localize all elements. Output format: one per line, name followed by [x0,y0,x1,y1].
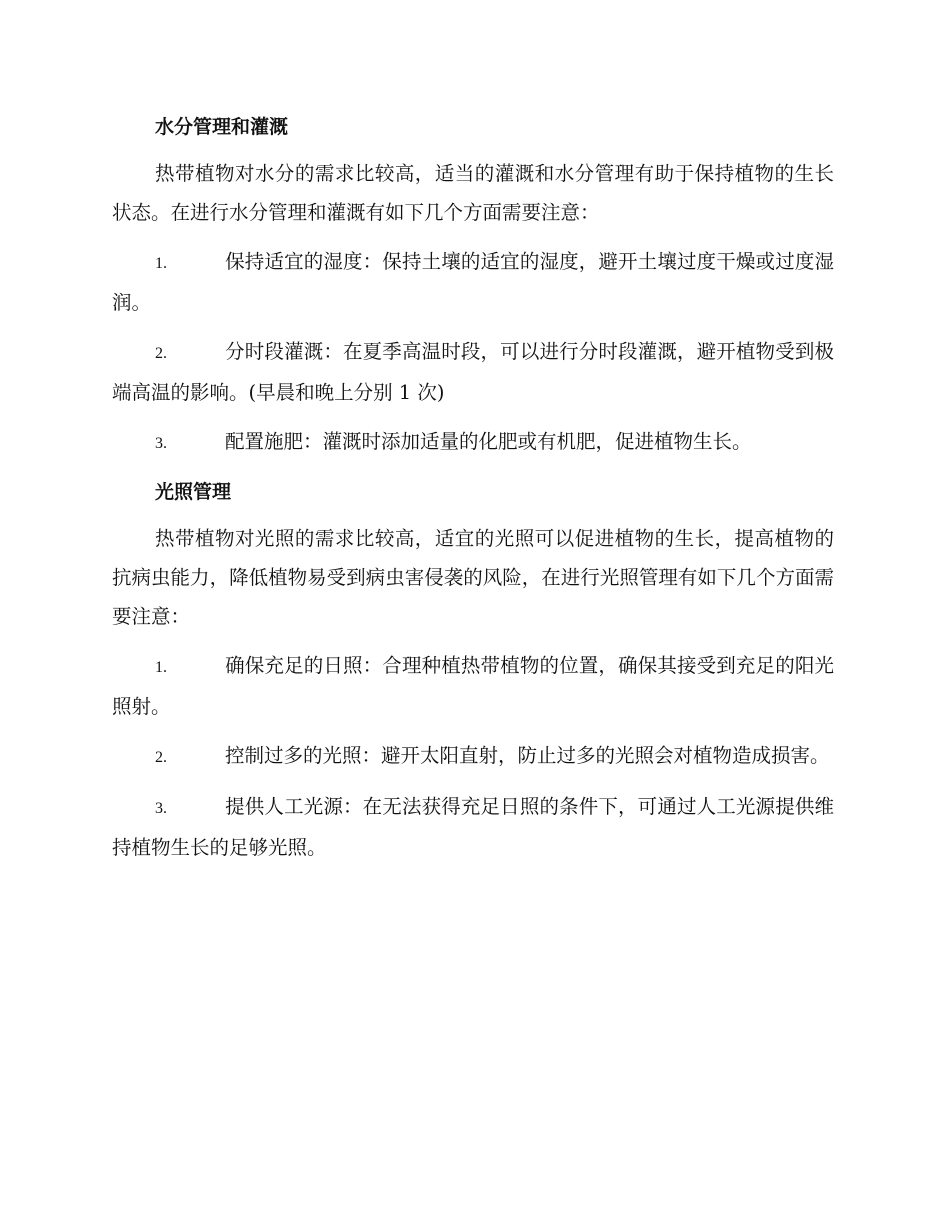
section-light [112,473,834,867]
list-number: 3. [155,435,167,452]
section-heading: 水分管理和灌溉 [155,116,289,138]
list-text: 分时段灌溉：在夏季高温时段，可以进行分时段灌溉，避开植物受到极端高温的影响。(早晨和晚上分别 1 次) [112,340,834,404]
list-number: 1. [155,659,167,676]
list-number: 1. [155,255,167,272]
list-item [112,332,834,412]
list-text: 保持适宜的湿度：保持土壤的适宜的湿度，避开土壤过度干燥或过度湿润。 [112,250,834,314]
list-item [112,422,834,463]
list-text: 确保充足的日照：合理种植热带植物的位置，确保其接受到充足的阳光照射。 [112,654,834,718]
section-heading: 光照管理 [155,481,232,503]
section-water [112,108,834,463]
list-item [112,736,834,777]
list-item [112,787,834,867]
list-text: 提供人工光源：在无法获得充足日照的条件下，可通过人工光源提供维持植物生长的足够光照。 [112,795,834,859]
list-number: 2. [155,345,167,362]
list-text: 配置施肥：灌溉时添加适量的化肥或有机肥，促进植物生长。 [225,430,752,453]
list-number: 3. [155,800,167,817]
list-item [112,242,834,322]
document-page [112,108,834,877]
list-text: 控制过多的光照：避开太阳直射，防止过多的光照会对植物造成损害。 [225,744,830,767]
list-item [112,646,834,726]
section-intro: 热带植物对水分的需求比较高，适当的灌溉和水分管理有助于保持植物的生长状态。在进行水分管理和灌溉有如下几个方面需要注意： [112,162,834,224]
list-number: 2. [155,749,167,766]
section-intro: 热带植物对光照的需求比较高，适宜的光照可以促进植物的生长，提高植物的抗病虫能力，降低植物易受到病虫害侵袭的风险，在进行光照管理有如下几个方面需要注意： [112,527,834,628]
